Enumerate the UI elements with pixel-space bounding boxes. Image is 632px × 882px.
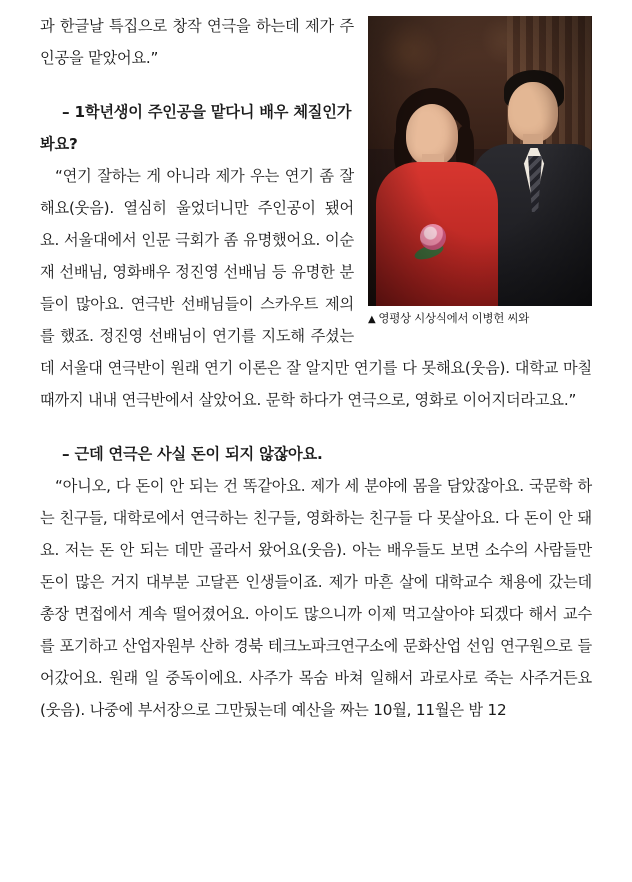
paragraph-answer-2: “아니오, 다 돈이 안 되는 건 똑같아요. 제가 세 분야에 몸을 담았잖아요. 국문학 하는 친구들, 대학로에서 연극하는 친구들, 영화하는 친구들 다 못살아요. 다 돈이 안 돼요. 저는 돈 안 되는 데만 골라서 왔어요(웃음). 아는 배우들도 보면 소수의 사람들만 돈이 많은 거지 대부분 고달픈 인생들이죠. 제가 마흔 살에 대학교수 채용에 갔는데 총장 면접에서 계속 떨어졌어요. 아이도 많으니까 이제 먹고살아야 되겠다 해서 교수를 포기하고 산업자원부 산하 경북 테크노파크연구소에 문화산업 선임 연구원으로 들어갔어요. 원래 일 중독이에요. 사주가 목숨 바쳐 일해서 과로사로 죽는 사주거든요(웃음). 나중에 부서장으로 그만뒀는데 예산을 짜는 10월, 11월은 밤 12 (40, 477, 592, 719)
caption-text: 영평상 시상식에서 이병헌 씨와 (378, 311, 529, 325)
paragraph-answer-1: “연기 잘하는 게 아니라 제가 우는 연기 좀 잘해요(웃음). 열심히 울었더니만 주인공이 됐어요. 서울대에서 인문 극회가 좀 유명했어요. 이순재 선배님, 영화배우 정진영 선배님 등 유명한 분들이 많아요. 연극반 선배님들이 스카우트 제의를 했죠. 정진영 선배님이 연기를 지도해 주셨는데 서울대 연극반이 원래 연기 이론은 잘 알지만 연기를 다 못해요(웃음). 대학교 마칠 때까지 내내 연극반에서 살았어요. 문학 하다가 연극으로, 영화로 이어지더라고요.” (40, 167, 592, 409)
photo-vignette (368, 16, 592, 306)
photo-caption (368, 310, 592, 326)
interview-question-2: – 근데 연극은 사실 돈이 되지 않잖아요. (62, 445, 323, 463)
spacer (40, 416, 592, 438)
photo-figure (368, 16, 592, 326)
paragraph-continued-top: 과 한글날 특집으로 창작 연극을 하는데 제가 주인공을 맡았어요.” (40, 17, 354, 67)
caption-marker-icon: ▲ (368, 314, 376, 325)
photo-award-ceremony (368, 16, 592, 306)
interview-question-1: – 1학년생이 주인공을 맡다니 배우 체질인가 봐요? (40, 103, 352, 153)
